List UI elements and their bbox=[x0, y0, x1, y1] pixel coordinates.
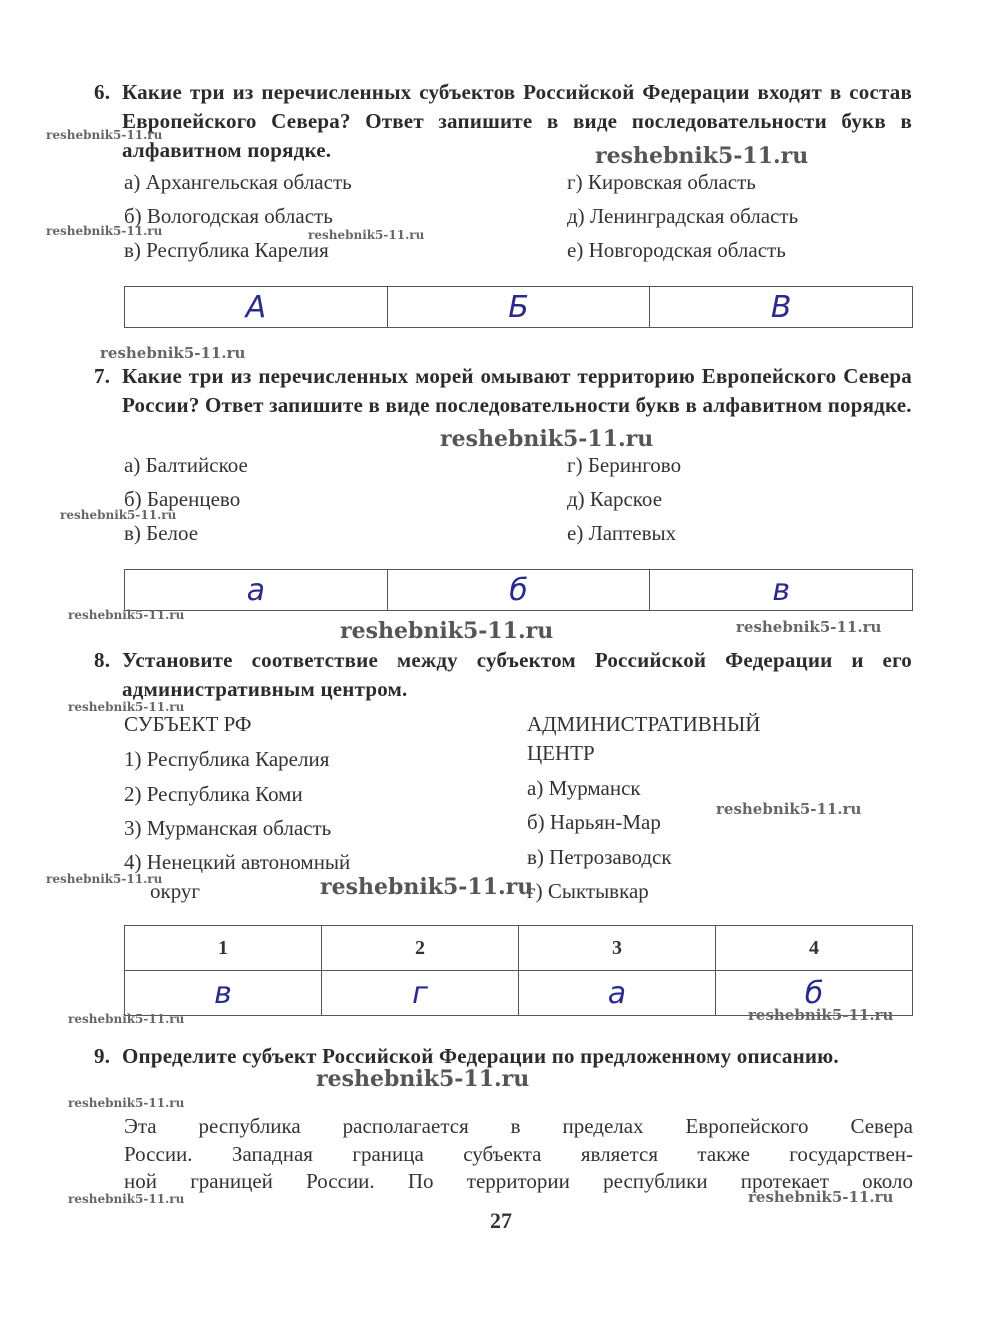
option-g: г) Берингово bbox=[567, 453, 682, 477]
answer-table-q8 bbox=[124, 925, 913, 1016]
option-e: е) Новгородская область bbox=[567, 238, 786, 262]
description-line-1: Эта республика располагается в пределах Европейского Севера bbox=[124, 1114, 913, 1138]
option-v: в) Республика Карелия bbox=[124, 238, 329, 262]
option-g: г) Кировская область bbox=[567, 170, 756, 194]
right-column-header-cont: ЦЕНТР bbox=[527, 741, 595, 765]
watermark: reshebnik5-11.ru bbox=[595, 143, 809, 169]
left-item-4: 4) Ненецкий автономный bbox=[124, 850, 351, 874]
answer-cell[interactable] bbox=[650, 570, 913, 611]
question-number: 9. bbox=[94, 1044, 111, 1068]
handwritten-answer: б bbox=[804, 975, 824, 1011]
answer-cell[interactable] bbox=[650, 287, 913, 328]
header-label: 1 bbox=[218, 936, 228, 959]
right-column-header: АДМИНИСТРАТИВНЫЙ bbox=[527, 712, 761, 736]
watermark: reshebnik5-11.ru bbox=[46, 224, 163, 238]
option-v: в) Белое bbox=[124, 521, 199, 545]
answer-table-q7 bbox=[124, 569, 913, 611]
left-item-4-cont: округ bbox=[150, 879, 201, 903]
watermark: reshebnik5-11.ru bbox=[308, 228, 425, 242]
question-text: Установите соответствие между субъектом Российской Федерации и его административным центром. bbox=[122, 648, 912, 701]
question-number: 6. bbox=[94, 80, 111, 104]
handwritten-answer: г bbox=[412, 975, 428, 1011]
handwritten-answer: Б bbox=[508, 289, 529, 325]
watermark: reshebnik5-11.ru bbox=[748, 1188, 894, 1206]
answer-cell[interactable] bbox=[387, 570, 650, 611]
right-item-v: в) Петрозаводск bbox=[527, 845, 672, 869]
watermark: reshebnik5-11.ru bbox=[46, 128, 163, 142]
right-item-b: б) Нарьян-Мар bbox=[527, 810, 661, 834]
watermark: reshebnik5-11.ru bbox=[60, 508, 177, 522]
option-b: б) Баренцево bbox=[124, 487, 241, 511]
watermark: reshebnik5-11.ru bbox=[340, 618, 554, 644]
right-item-a: а) Мурманск bbox=[527, 776, 641, 800]
watermark: reshebnik5-11.ru bbox=[100, 344, 246, 362]
left-column-header: СУБЪЕКТ РФ bbox=[124, 712, 252, 736]
option-b: б) Вологодская область bbox=[124, 204, 333, 228]
watermark: reshebnik5-11.ru bbox=[68, 1096, 185, 1110]
header-label: 4 bbox=[809, 936, 819, 959]
question-number: 8. bbox=[94, 648, 111, 672]
right-item-g: г) Сыктывкар bbox=[527, 879, 649, 903]
left-item-3: 3) Мурманская область bbox=[124, 816, 332, 840]
column-header bbox=[322, 926, 519, 971]
answer-cell[interactable] bbox=[125, 287, 388, 328]
watermark: reshebnik5-11.ru bbox=[320, 874, 534, 900]
column-header bbox=[519, 926, 716, 971]
option-a: а) Балтийское bbox=[124, 453, 248, 477]
option-d: д) Карское bbox=[567, 487, 663, 511]
watermark: reshebnik5-11.ru bbox=[68, 1012, 185, 1026]
watermark: reshebnik5-11.ru bbox=[46, 872, 163, 886]
watermark: reshebnik5-11.ru bbox=[68, 700, 185, 714]
answer-cell[interactable] bbox=[125, 570, 388, 611]
left-item-1: 1) Республика Карелия bbox=[124, 747, 330, 771]
question-8-title bbox=[94, 646, 912, 704]
handwritten-answer: в bbox=[214, 975, 232, 1011]
watermark: reshebnik5-11.ru bbox=[68, 608, 185, 622]
answer-cell[interactable] bbox=[322, 971, 519, 1016]
watermark: reshebnik5-11.ru bbox=[748, 1006, 894, 1024]
handwritten-answer: а bbox=[607, 975, 627, 1011]
handwritten-answer: б bbox=[509, 572, 528, 608]
question-text: Какие три из перечисленных субъектов Российской Федерации входят в состав Европейского Севера? Ответ запишите в виде последовательности букв в алфавитном порядке. bbox=[122, 80, 912, 162]
page-number: 27 bbox=[490, 1208, 512, 1233]
question-text: Какие три из перечисленных морей омывают территорию Европейского Севера России? Ответ запишите в виде последовательности букв в алфавитном порядке. bbox=[122, 364, 912, 417]
question-number: 7. bbox=[94, 364, 111, 388]
handwritten-answer: В bbox=[770, 289, 792, 325]
watermark: reshebnik5-11.ru bbox=[440, 426, 654, 452]
left-item-2: 2) Республика Коми bbox=[124, 782, 303, 806]
watermark: reshebnik5-11.ru bbox=[716, 800, 862, 818]
handwritten-answer: а bbox=[246, 572, 266, 608]
column-header bbox=[125, 926, 322, 971]
answer-cell[interactable] bbox=[387, 287, 650, 328]
answer-table-q6 bbox=[124, 286, 913, 328]
handwritten-answer: в bbox=[772, 572, 790, 608]
description-line-2: России. Западная граница субъекта является также государствен- bbox=[124, 1142, 913, 1166]
answer-cell[interactable] bbox=[125, 971, 322, 1016]
column-header bbox=[716, 926, 913, 971]
question-text: Определите субъект Российской Федерации по предложенному описанию. bbox=[122, 1044, 839, 1068]
watermark: reshebnik5-11.ru bbox=[68, 1192, 185, 1206]
question-7-title bbox=[94, 362, 912, 420]
handwritten-answer: А bbox=[245, 289, 267, 325]
option-a: а) Архангельская область bbox=[124, 170, 352, 194]
description-line-3: ной границей России. По территории республики протекает около bbox=[124, 1169, 913, 1193]
watermark: reshebnik5-11.ru bbox=[316, 1066, 530, 1092]
header-label: 3 bbox=[612, 936, 622, 959]
watermark: reshebnik5-11.ru bbox=[736, 618, 882, 636]
answer-cell[interactable] bbox=[519, 971, 716, 1016]
header-label: 2 bbox=[415, 936, 425, 959]
option-d: д) Ленинградская область bbox=[567, 204, 799, 228]
option-e: е) Лаптевых bbox=[567, 521, 677, 545]
